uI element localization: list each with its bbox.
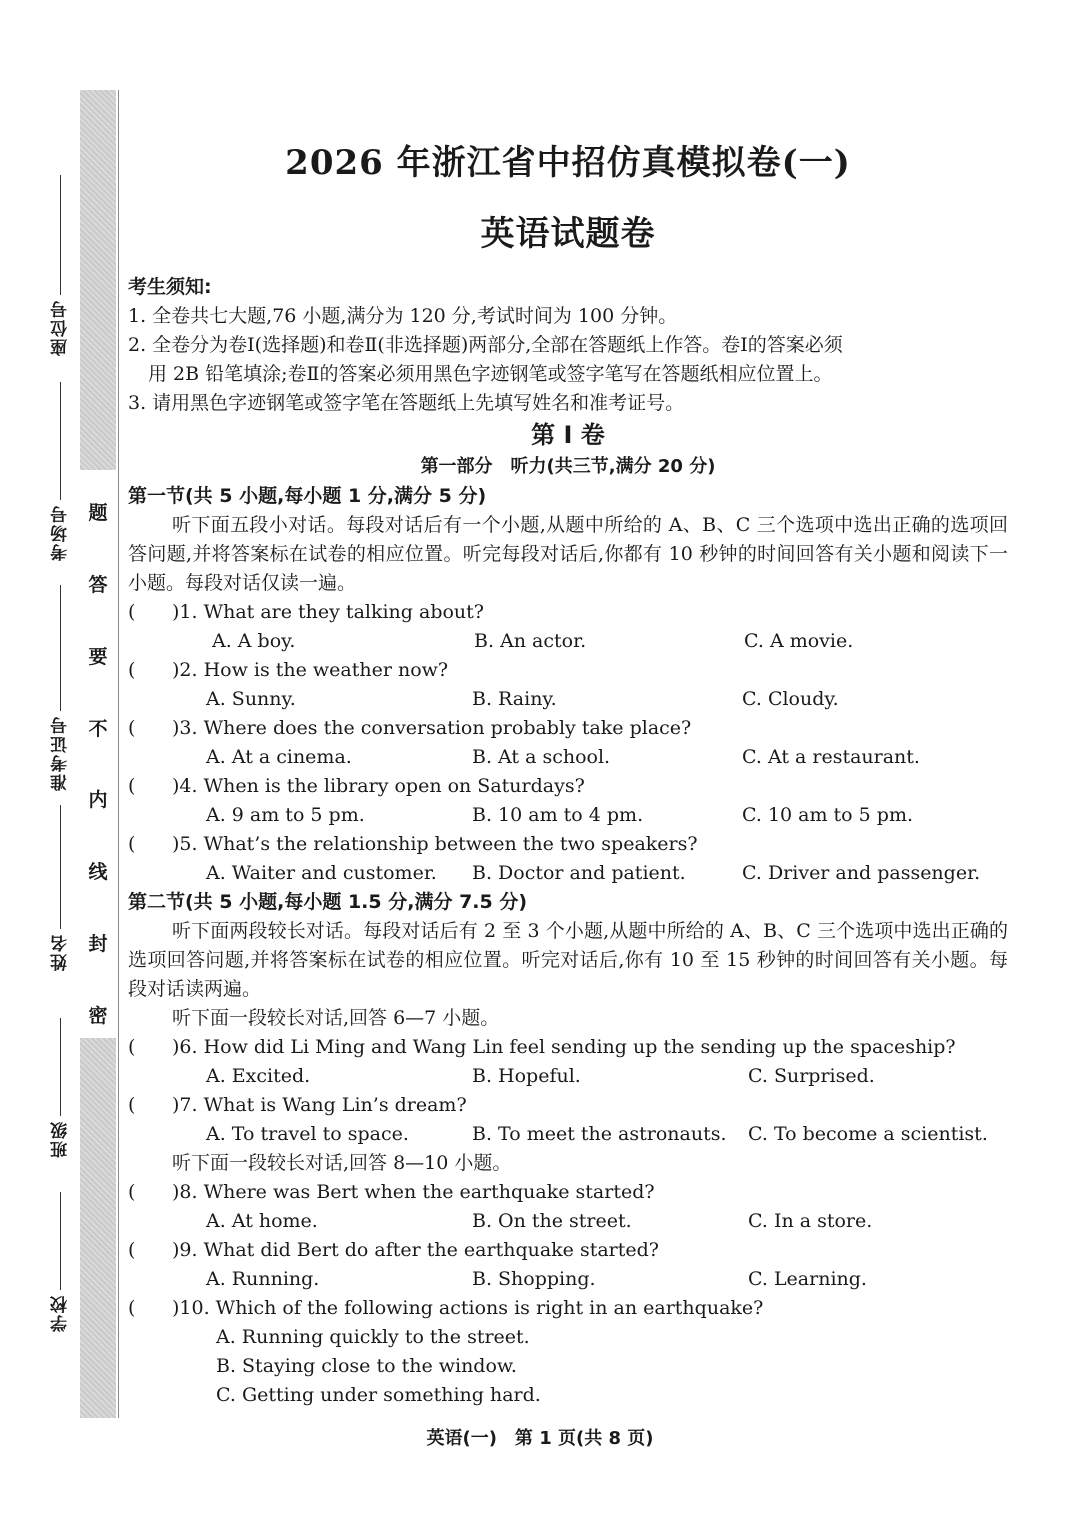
exam-subtitle: 英语试题卷 bbox=[480, 214, 656, 254]
answer-blank[interactable]: ( bbox=[128, 1036, 174, 1058]
question-text: )4. When is the library open on Saturdays? bbox=[172, 775, 585, 797]
warning-char: 内 bbox=[88, 789, 108, 812]
option-a: A. To travel to space. bbox=[206, 1123, 409, 1145]
answer-blank[interactable]: ( bbox=[128, 659, 174, 681]
warning-char: 答 bbox=[88, 573, 108, 596]
question-text: )10. Which of the following actions is right in an earthquake? bbox=[172, 1297, 764, 1319]
volume-heading: 第 I 卷 bbox=[531, 421, 605, 449]
option-b: B. Hopeful. bbox=[472, 1065, 581, 1087]
field-admission-number[interactable] bbox=[40, 585, 80, 795]
section-heading: 第二节(共 5 小题,每小题 1.5 分,满分 7.5 分) bbox=[128, 891, 528, 913]
section-heading: 第一节(共 5 小题,每小题 1 分,满分 5 分) bbox=[128, 485, 487, 507]
answer-blank[interactable]: ( bbox=[128, 601, 174, 623]
field-label-admission: 准考证号 bbox=[50, 715, 71, 791]
option-c: C. Getting under something hard. bbox=[216, 1384, 541, 1406]
option-a: A. At a cinema. bbox=[206, 746, 352, 768]
exam-content bbox=[128, 135, 1008, 1410]
option-b: B. To meet the astronauts. bbox=[472, 1123, 727, 1145]
question-7 bbox=[128, 1091, 1008, 1149]
field-label-room: 考场号 bbox=[50, 504, 71, 561]
option-a: A. A boy. bbox=[212, 630, 296, 652]
field-label-class: 班级 bbox=[50, 1120, 71, 1158]
field-seat-number[interactable] bbox=[40, 175, 80, 360]
seal-line-warning bbox=[82, 498, 114, 1028]
option-a: A. 9 am to 5 pm. bbox=[206, 804, 365, 826]
question-text: )2. How is the weather now? bbox=[172, 659, 449, 681]
option-c: C. 10 am to 5 pm. bbox=[742, 804, 913, 826]
page-footer: 英语(一) 第 1 页(共 8 页) bbox=[426, 1428, 654, 1449]
field-name[interactable] bbox=[40, 805, 80, 975]
exam-title: 2026 年浙江省中招仿真模拟卷(一) bbox=[285, 143, 851, 183]
field-underline bbox=[60, 1018, 61, 1116]
option-b: B. At a school. bbox=[472, 746, 611, 768]
question-text: )9. What did Bert do after the earthquake started? bbox=[172, 1239, 659, 1261]
question-8 bbox=[128, 1178, 1008, 1236]
option-b: B. An actor. bbox=[474, 630, 587, 652]
answer-blank[interactable]: ( bbox=[128, 1239, 174, 1261]
question-4 bbox=[128, 772, 1008, 830]
question-text: )8. Where was Bert when the earthquake started? bbox=[172, 1181, 655, 1203]
dialogue-intro: 听下面一段较长对话,回答 6—7 小题。 bbox=[172, 1007, 500, 1029]
question-1 bbox=[128, 598, 1008, 656]
question-text: )1. What are they talking about? bbox=[172, 601, 484, 623]
warning-char: 线 bbox=[88, 861, 108, 884]
question-6 bbox=[128, 1033, 1008, 1091]
option-c: C. Surprised. bbox=[748, 1065, 875, 1087]
field-label-name: 姓名 bbox=[50, 933, 71, 971]
field-underline bbox=[60, 175, 61, 295]
field-label-seat: 座位号 bbox=[50, 299, 71, 356]
notice-item: 2. 全卷分为卷Ⅰ(选择题)和卷Ⅱ(非选择题)两部分,全部在答题纸上作答。卷Ⅰ的答案必须 bbox=[128, 334, 843, 356]
notice-item: 用 2B 铅笔填涂;卷Ⅱ的答案必须用黑色字迹钢笔或签字笔写在答题纸相应位置上。 bbox=[148, 363, 833, 385]
field-underline bbox=[60, 805, 61, 929]
question-9 bbox=[128, 1236, 1008, 1294]
warning-char: 不 bbox=[88, 717, 108, 740]
option-c: C. Driver and passenger. bbox=[742, 862, 981, 884]
option-b: B. Doctor and patient. bbox=[472, 862, 686, 884]
option-b: B. Rainy. bbox=[472, 688, 557, 710]
option-c: C. At a restaurant. bbox=[742, 746, 920, 768]
question-5 bbox=[128, 830, 1008, 888]
field-class[interactable] bbox=[40, 1018, 80, 1162]
warning-char: 要 bbox=[88, 645, 108, 668]
question-text: )3. Where does the conversation probably take place? bbox=[172, 717, 692, 739]
warning-char: 题 bbox=[88, 502, 108, 524]
answer-blank[interactable]: ( bbox=[128, 1297, 174, 1319]
option-c: C. A movie. bbox=[744, 630, 854, 652]
answer-blank[interactable]: ( bbox=[128, 717, 174, 739]
field-underline bbox=[60, 1192, 61, 1290]
question-2 bbox=[128, 656, 1008, 714]
answer-blank[interactable]: ( bbox=[128, 1181, 174, 1203]
option-a: A. Excited. bbox=[206, 1065, 311, 1087]
question-text: )6. How did Li Ming and Wang Lin feel sending up the sending up the spaceship? bbox=[172, 1036, 956, 1058]
question-text: )7. What is Wang Lin’s dream? bbox=[172, 1094, 467, 1116]
option-b: B. Staying close to the window. bbox=[216, 1355, 517, 1377]
field-room-number[interactable] bbox=[40, 382, 80, 565]
section-instructions: 听下面五段小对话。每段对话后有一个小题,从题中所给的 A、B、C 三个选项中选出正确的选项回答问题,并将答案标在试卷的相应位置。听完每段对话后,你都有 10 秒钟的时间回答有关小题和阅读下一小题。每段对话仅读一遍。 bbox=[128, 514, 1008, 594]
part-heading: 第一部分 听力(共三节,满分 20 分) bbox=[420, 456, 716, 477]
question-text: )5. What’s the relationship between the two speakers? bbox=[172, 833, 698, 855]
option-a: A. At home. bbox=[206, 1210, 318, 1232]
option-c: C. In a store. bbox=[748, 1210, 873, 1232]
field-label-school: 学校 bbox=[50, 1294, 71, 1332]
field-underline bbox=[60, 585, 61, 711]
option-c: C. Cloudy. bbox=[742, 688, 839, 710]
answer-blank[interactable]: ( bbox=[128, 1094, 174, 1116]
field-underline bbox=[60, 382, 61, 500]
option-a: A. Waiter and customer. bbox=[206, 862, 437, 884]
option-c: C. To become a scientist. bbox=[748, 1123, 988, 1145]
field-school[interactable] bbox=[40, 1192, 80, 1336]
dialogue-intro: 听下面一段较长对话,回答 8—10 小题。 bbox=[172, 1152, 512, 1174]
notice-heading: 考生须知: bbox=[128, 276, 212, 298]
option-b: B. 10 am to 4 pm. bbox=[472, 804, 644, 826]
option-c: C. Learning. bbox=[748, 1268, 867, 1290]
option-a: A. Running. bbox=[206, 1268, 320, 1290]
section-instructions: 听下面两段较长对话。每段对话后有 2 至 3 个小题,从题中所给的 A、B、C 三个选项中选出正确的选项回答问题,并将答案标在试卷的相应位置。听完对话后,你有 10 至 15 秒钟的时间回答有关小题。每段对话读两遍。 bbox=[128, 920, 1008, 1000]
notice-item: 3. 请用黑色字迹钢笔或签字笔在答题纸上先填写姓名和准考证号。 bbox=[128, 392, 685, 414]
binding-line bbox=[118, 90, 119, 1418]
answer-blank[interactable]: ( bbox=[128, 775, 174, 797]
warning-char: 密 bbox=[88, 1004, 108, 1027]
question-3 bbox=[128, 714, 1008, 772]
option-b: B. Shopping. bbox=[472, 1268, 596, 1290]
warning-char: 封 bbox=[88, 933, 108, 956]
option-b: B. On the street. bbox=[472, 1210, 632, 1232]
option-a: A. Running quickly to the street. bbox=[216, 1326, 530, 1348]
option-a: A. Sunny. bbox=[206, 688, 296, 710]
question-10 bbox=[128, 1294, 1008, 1410]
notice-item: 1. 全卷共七大题,76 小题,满分为 120 分,考试时间为 100 分钟。 bbox=[128, 305, 678, 327]
answer-blank[interactable]: ( bbox=[128, 833, 174, 855]
